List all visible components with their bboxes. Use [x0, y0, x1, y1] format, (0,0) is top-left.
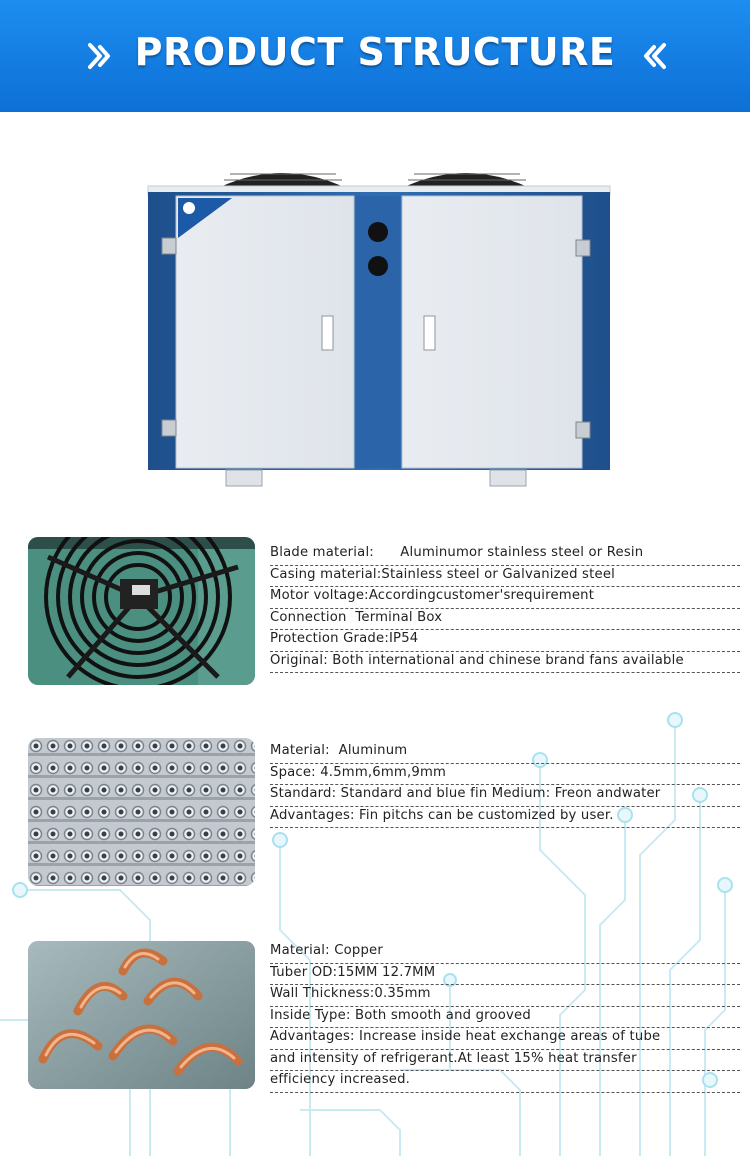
aluminum-fin-image — [28, 738, 255, 886]
spec-line: Material: Aluminum — [270, 742, 740, 764]
copper-tube-specs — [270, 942, 740, 1093]
double-chevron-left-icon — [634, 36, 674, 76]
spec-line: Wall Thickness:0.35mm — [270, 985, 740, 1007]
spec-line: and intensity of refrigerant.At least 15% heat transfer — [270, 1050, 740, 1072]
spec-line: Tuber OD:15MM 12.7MM — [270, 964, 740, 986]
spec-line: Material: Copper — [270, 942, 740, 964]
fin-specs — [270, 742, 740, 828]
spec-line: Original: Both international and chinese brand fans available — [270, 652, 740, 674]
spec-line: Advantages: Increase inside heat exchange areas of tube — [270, 1028, 740, 1050]
spec-line: efficiency increased. — [270, 1071, 740, 1093]
spec-line: Connection Terminal Box — [270, 609, 740, 631]
copper-tube-image — [28, 941, 255, 1089]
fan-specs — [270, 544, 740, 673]
spec-line: Motor voltage:Accordingcustomer'srequirement — [270, 587, 740, 609]
fan-motor-image — [28, 537, 255, 685]
spec-line: Advantages: Fin pitchs can be customized by user. — [270, 807, 740, 829]
header-banner — [0, 0, 750, 112]
spec-line: Blade material: Aluminumor stainless steel or Resin — [270, 544, 740, 566]
spec-line: Protection Grade:IP54 — [270, 630, 740, 652]
condensing-unit-image — [140, 160, 616, 490]
spec-line: Standard: Standard and blue fin Medium: Freon andwater — [270, 785, 740, 807]
spec-line: Space: 4.5mm,6mm,9mm — [270, 764, 740, 786]
spec-line: Inside Type: Both smooth and grooved — [270, 1007, 740, 1029]
spec-line: Casing material:Stainless steel or Galvanized steel — [270, 566, 740, 588]
page-title: PRODUCT STRUCTURE — [134, 30, 616, 74]
